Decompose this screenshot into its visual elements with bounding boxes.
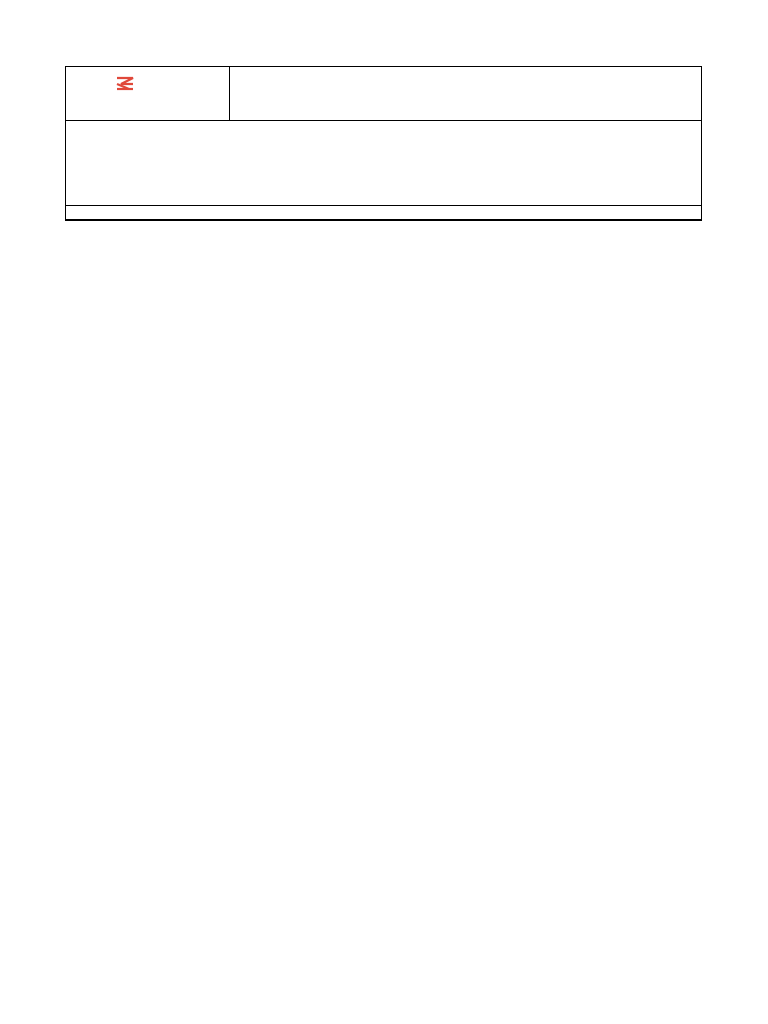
packing-list-sheet — [65, 66, 702, 221]
sedemi-logo-icon — [113, 75, 137, 92]
info-block — [66, 121, 701, 206]
section-title — [66, 206, 701, 220]
document-header — [66, 67, 701, 121]
company-logo — [66, 67, 230, 120]
title-block — [230, 67, 701, 120]
